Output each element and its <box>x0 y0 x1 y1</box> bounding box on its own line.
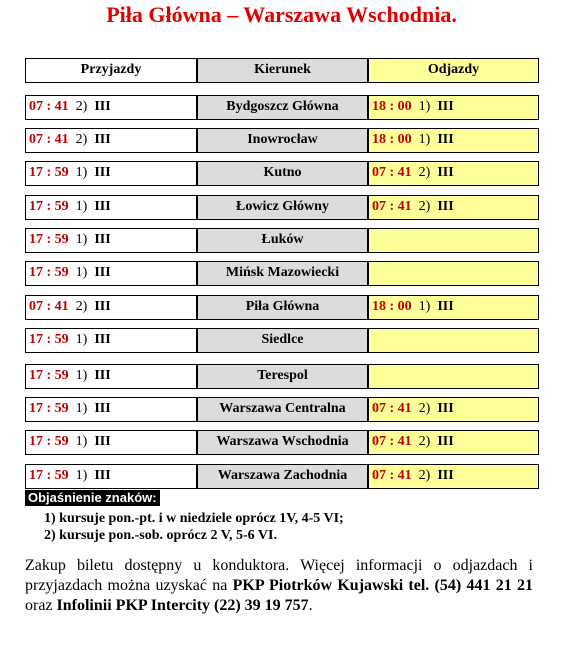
arrival-note: 2) <box>75 132 88 147</box>
arrival-class: III <box>94 265 111 280</box>
departure-cell <box>368 228 539 253</box>
header-departures: Odjazdy <box>368 58 539 83</box>
departure-cell <box>368 161 539 186</box>
arrival-time: 17 : 59 <box>29 468 69 483</box>
direction-cell: Warszawa Wschodnia <box>197 430 368 455</box>
arrival-note: 2) <box>75 299 88 314</box>
departure-note: 2) <box>418 199 431 214</box>
arrival-class: III <box>94 165 111 180</box>
arrival-time: 17 : 59 <box>29 165 69 180</box>
arrival-class: III <box>94 199 111 214</box>
arrival-cell <box>25 397 197 422</box>
arrival-note: 1) <box>75 401 88 416</box>
arrival-note: 1) <box>75 232 88 247</box>
departure-note: 1) <box>418 299 431 314</box>
direction-cell: Łowicz Główny <box>197 195 368 220</box>
departure-cell <box>368 195 539 220</box>
footer-text-1: Zakup biletu dostępny u konduktora. Więcej informacji o odjazdach i przyjazdach można uzyskać na <box>25 557 533 594</box>
departure-note: 2) <box>418 434 431 449</box>
departure-time: 07 : 41 <box>372 401 412 416</box>
arrival-note: 1) <box>75 199 88 214</box>
arrival-class: III <box>94 299 111 314</box>
arrival-cell <box>25 161 197 186</box>
direction-cell: Łuków <box>197 228 368 253</box>
footer-text-3: . <box>308 597 313 614</box>
departure-cell <box>368 364 539 389</box>
arrival-time: 17 : 59 <box>29 332 69 347</box>
direction-cell: Warszawa Centralna <box>197 397 368 422</box>
direction-cell: Terespol <box>197 364 368 389</box>
departure-cell <box>368 261 539 286</box>
departure-class: III <box>437 299 454 314</box>
legend-item-1: 1) kursuje pon.-pt. i w niedziele oprócz 1V, 4-5 VI; <box>44 511 344 526</box>
departure-note: 1) <box>418 99 431 114</box>
legend-title: Objaśnienie znaków: <box>25 490 160 506</box>
arrival-cell <box>25 295 197 320</box>
departure-cell <box>368 295 539 320</box>
arrival-time: 07 : 41 <box>29 99 69 114</box>
arrival-class: III <box>94 368 111 383</box>
departure-class: III <box>437 99 454 114</box>
departure-time: 07 : 41 <box>372 468 412 483</box>
arrival-time: 17 : 59 <box>29 199 69 214</box>
direction-cell: Kutno <box>197 161 368 186</box>
footer-text-2: oraz <box>25 597 57 614</box>
arrival-class: III <box>94 99 111 114</box>
direction-cell: Piła Główna <box>197 295 368 320</box>
arrival-cell <box>25 464 197 489</box>
arrival-class: III <box>94 332 111 347</box>
header-direction: Kierunek <box>197 58 368 83</box>
departure-time: 18 : 00 <box>372 99 412 114</box>
direction-cell: Warszawa Zachodnia <box>197 464 368 489</box>
departure-time: 18 : 00 <box>372 132 412 147</box>
departure-class: III <box>437 132 454 147</box>
arrival-cell <box>25 95 197 120</box>
arrival-note: 1) <box>75 468 88 483</box>
arrival-time: 17 : 59 <box>29 434 69 449</box>
arrival-cell <box>25 195 197 220</box>
legend-item-2: 2) kursuje pon.-sob. oprócz 2 V, 5-6 VI. <box>44 528 277 543</box>
arrival-note: 1) <box>75 434 88 449</box>
arrival-time: 17 : 59 <box>29 265 69 280</box>
departure-cell <box>368 128 539 153</box>
header-arrivals: Przyjazdy <box>25 58 197 83</box>
arrival-time: 17 : 59 <box>29 232 69 247</box>
arrival-class: III <box>94 401 111 416</box>
arrival-cell <box>25 328 197 353</box>
arrival-time: 07 : 41 <box>29 132 69 147</box>
arrival-cell <box>25 364 197 389</box>
footer-phone-intercity: Infolinii PKP Intercity (22) 39 19 757 <box>56 597 309 614</box>
departure-note: 2) <box>418 401 431 416</box>
departure-cell <box>368 95 539 120</box>
departure-cell <box>368 430 539 455</box>
arrival-class: III <box>94 468 111 483</box>
arrival-cell <box>25 128 197 153</box>
arrival-cell <box>25 261 197 286</box>
arrival-cell <box>25 430 197 455</box>
direction-cell: Siedlce <box>197 328 368 353</box>
footer-info <box>25 556 533 616</box>
departure-class: III <box>437 434 454 449</box>
arrival-time: 17 : 59 <box>29 368 69 383</box>
departure-time: 07 : 41 <box>372 165 412 180</box>
arrival-note: 2) <box>75 99 88 114</box>
arrival-class: III <box>94 434 111 449</box>
arrival-note: 1) <box>75 368 88 383</box>
arrival-time: 07 : 41 <box>29 299 69 314</box>
departure-note: 2) <box>418 165 431 180</box>
arrival-note: 1) <box>75 265 88 280</box>
departure-time: 07 : 41 <box>372 434 412 449</box>
arrival-cell <box>25 228 197 253</box>
direction-cell: Bydgoszcz Główna <box>197 95 368 120</box>
departure-time: 18 : 00 <box>372 299 412 314</box>
departure-cell <box>368 397 539 422</box>
departure-cell <box>368 464 539 489</box>
arrival-note: 1) <box>75 165 88 180</box>
footer-phone-station: PKP Piotrków Kujawski tel. (54) 441 21 21 <box>232 577 534 594</box>
departure-class: III <box>437 199 454 214</box>
arrival-time: 17 : 59 <box>29 401 69 416</box>
departure-cell <box>368 328 539 353</box>
departure-class: III <box>437 165 454 180</box>
arrival-note: 1) <box>75 332 88 347</box>
page-title: Piła Główna – Warszawa Wschodnia. <box>106 2 457 27</box>
departure-time: 07 : 41 <box>372 199 412 214</box>
arrival-class: III <box>94 132 111 147</box>
direction-cell: Mińsk Mazowiecki <box>197 261 368 286</box>
departure-note: 2) <box>418 468 431 483</box>
departure-class: III <box>437 468 454 483</box>
direction-cell: Inowrocław <box>197 128 368 153</box>
arrival-class: III <box>94 232 111 247</box>
departure-note: 1) <box>418 132 431 147</box>
departure-class: III <box>437 401 454 416</box>
